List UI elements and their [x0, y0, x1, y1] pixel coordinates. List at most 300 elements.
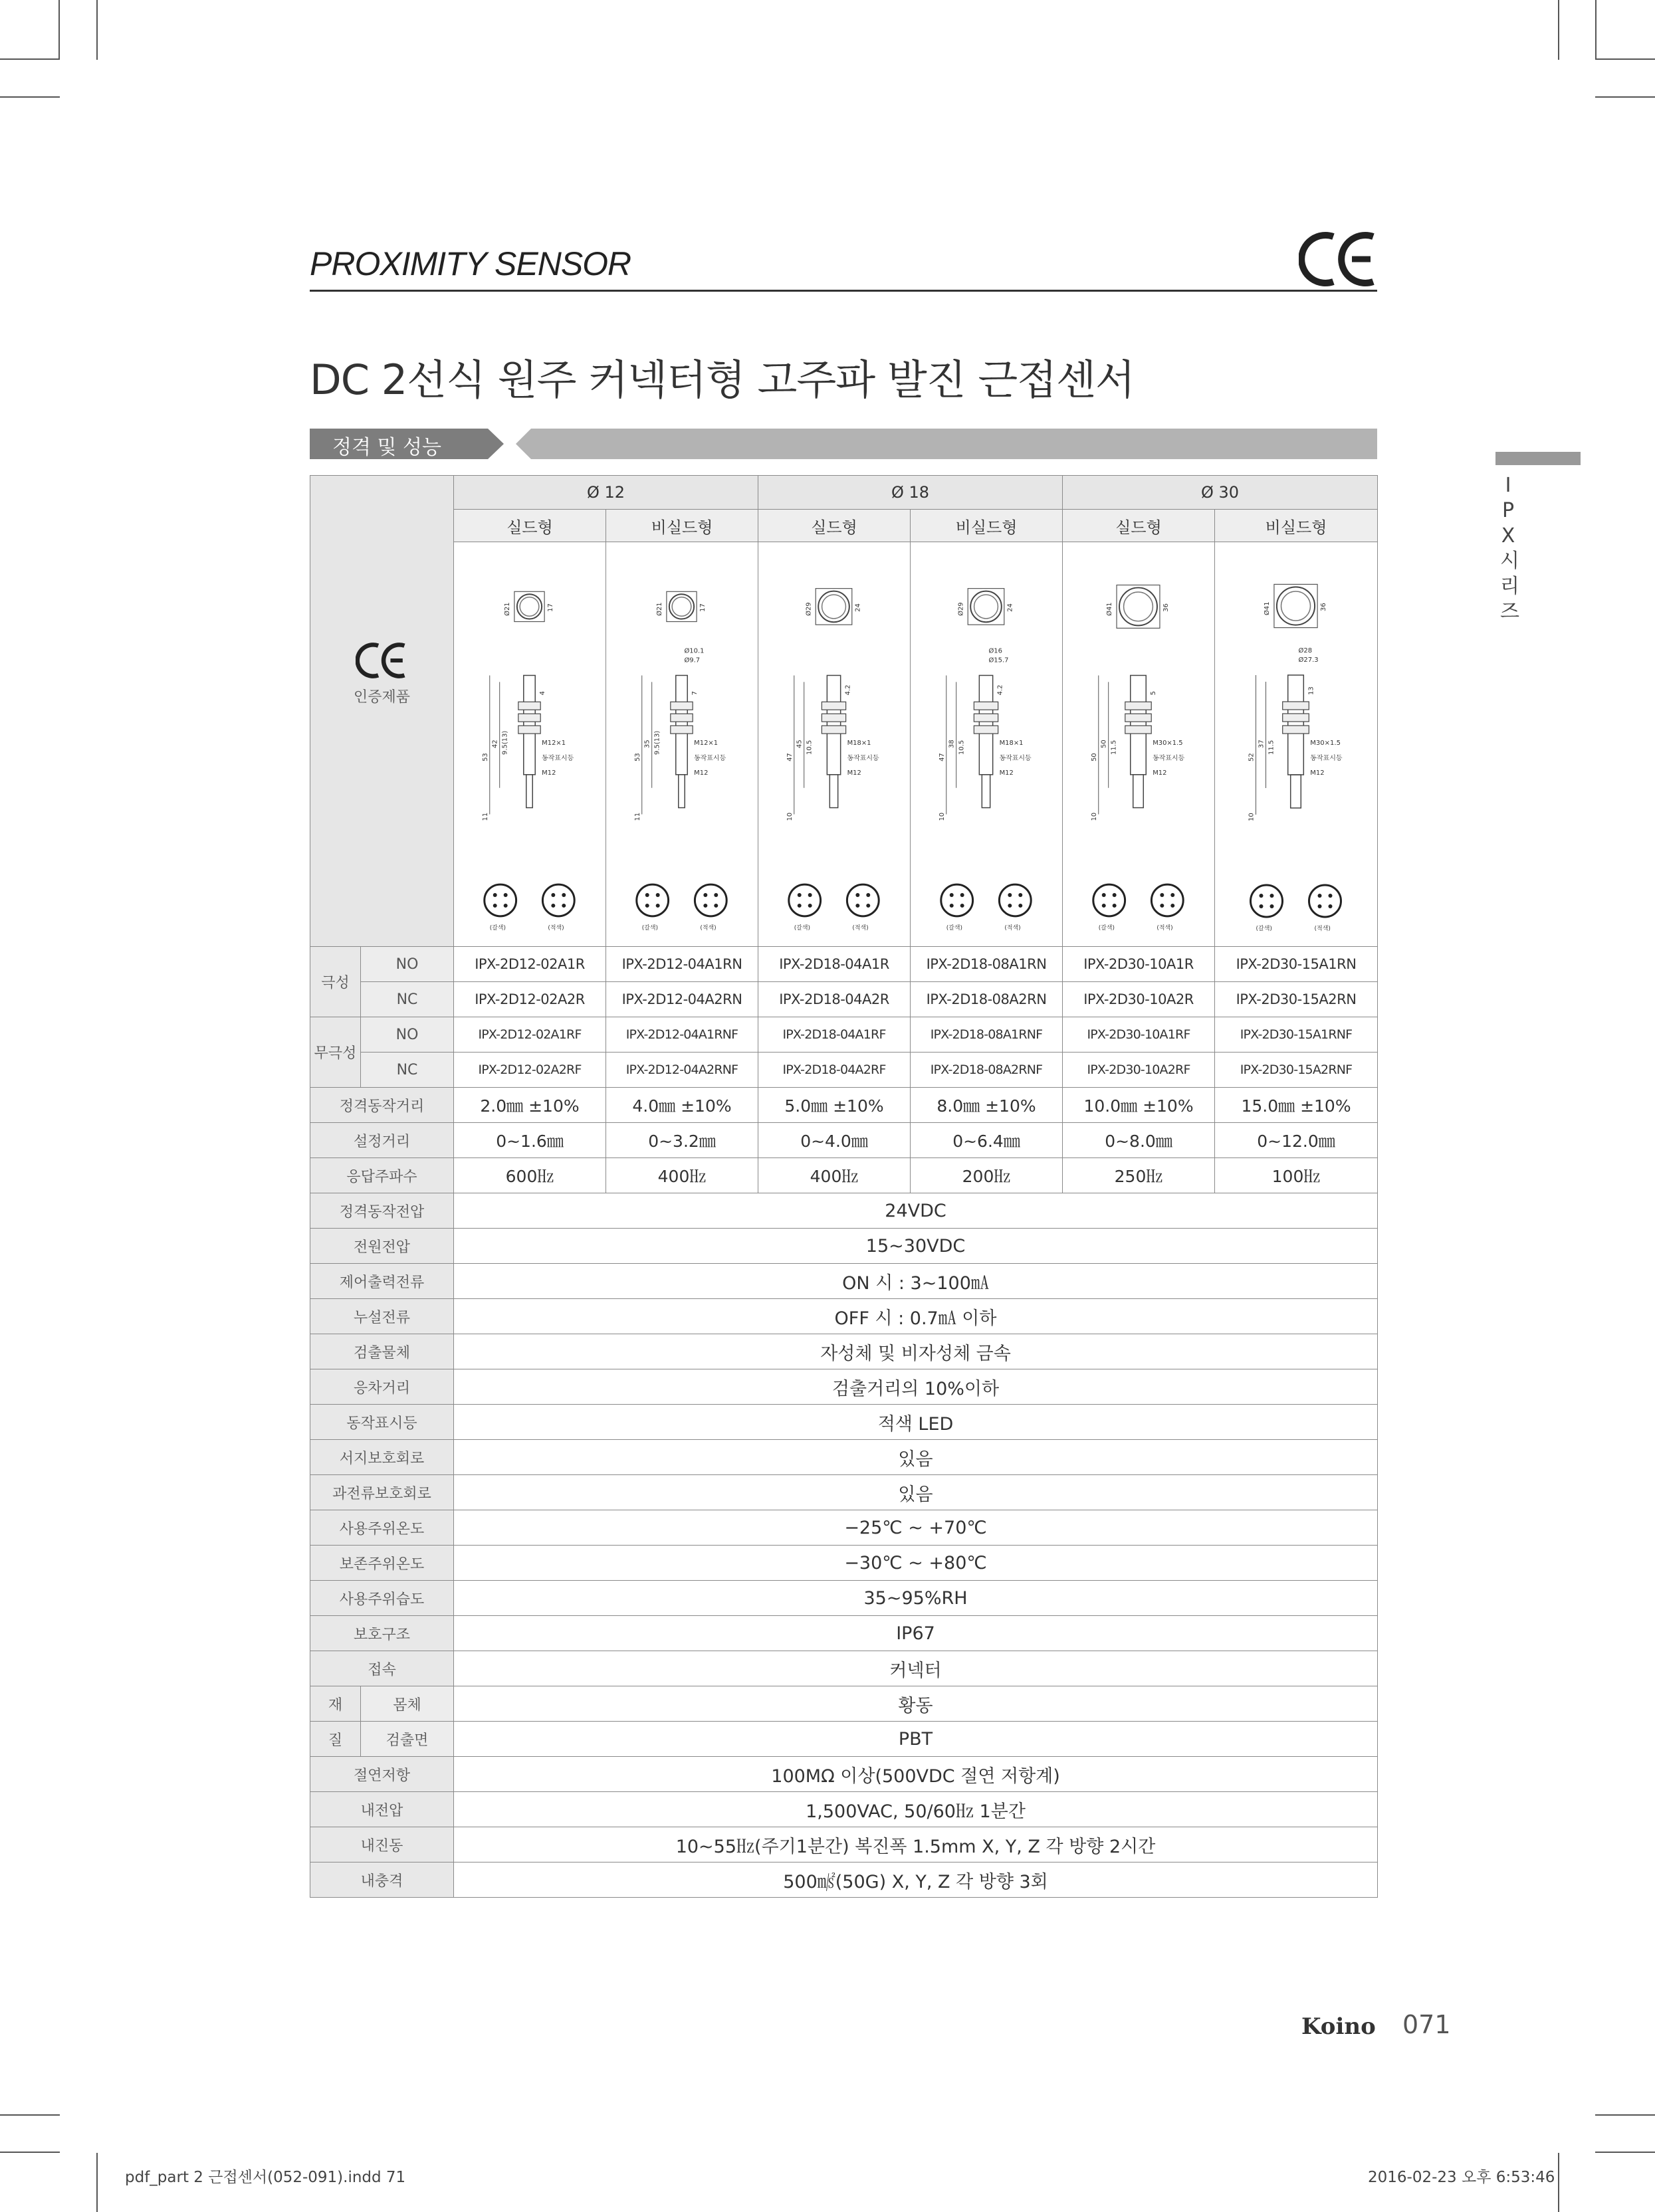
- pin-dot: [1008, 893, 1012, 897]
- sensor-nut: [822, 702, 845, 710]
- dimension-label: 동작표시등: [694, 754, 726, 762]
- dimension-label: 11: [481, 812, 489, 821]
- pin-label: (적색): [1157, 924, 1173, 932]
- spec-value: 0~1.6㎜: [454, 1123, 606, 1158]
- dimension-label: 10: [786, 812, 794, 821]
- spec-value: 0~4.0㎜: [758, 1123, 911, 1158]
- ce-mark-icon: [1299, 231, 1380, 287]
- dimension-label: M30×1.5: [1153, 739, 1183, 747]
- dimension-label: 36: [1162, 603, 1170, 612]
- pin-dot: [1170, 904, 1174, 908]
- material-label: 재: [310, 1686, 361, 1722]
- pin-dot: [1113, 904, 1117, 908]
- pin-dot: [866, 904, 870, 908]
- type-header: 비실드형: [606, 510, 758, 542]
- spec-label: 누설전류: [310, 1299, 454, 1334]
- dimension-label: 13: [1307, 686, 1315, 695]
- sensor-body: [827, 675, 840, 774]
- spec-value: 0~8.0㎜: [1063, 1123, 1215, 1158]
- footer-file-info: pdf_part 2 근접센서(052-091).indd 71: [125, 2169, 406, 2186]
- dimension-label: M12: [1310, 769, 1325, 777]
- crop-mark: [1558, 0, 1559, 60]
- pin-dot: [714, 904, 718, 908]
- nonpolarity-group-label: 무극성: [310, 1017, 361, 1088]
- dimension-label: 52: [1248, 753, 1256, 761]
- pin-dot: [798, 904, 802, 908]
- header-title: PROXIMITY SENSOR: [310, 245, 631, 282]
- sensor-nut: [822, 714, 845, 722]
- type-header: 실드형: [758, 510, 911, 542]
- spec-value: 4.0㎜ ±10%: [606, 1088, 758, 1123]
- dimension-label: Ø10.1: [684, 647, 705, 655]
- contact-type-nc: NC: [361, 982, 454, 1017]
- pin-label: (적색): [1314, 926, 1331, 932]
- dimension-label: 4.2: [996, 684, 1004, 696]
- pin-label: (갈색): [641, 924, 659, 932]
- spec-value: −30℃ ~ +80℃: [454, 1546, 1378, 1581]
- spec-label: 정격동작전압: [310, 1193, 454, 1229]
- connector-body: [679, 775, 685, 808]
- spec-value: 400㎐: [606, 1158, 758, 1193]
- top-view-circle: [1277, 587, 1315, 625]
- dimension-label: Ø27.3: [1298, 656, 1319, 664]
- top-view-outline: [968, 589, 1004, 625]
- sensor-body: [676, 675, 687, 774]
- dimension-label: 47: [938, 753, 946, 761]
- dimension-label: 45: [796, 740, 804, 748]
- contact-type-no: NO: [361, 1017, 454, 1053]
- dimension-label: 10.5: [806, 740, 814, 755]
- dimension-label: M12: [847, 769, 861, 777]
- dimension-label: 37: [1258, 740, 1266, 748]
- dimension-label: 17: [547, 603, 555, 612]
- model-number: IPX-2D12-02A2RF: [454, 1053, 606, 1088]
- pin-dot: [855, 893, 859, 897]
- dimension-label: Ø21: [655, 602, 663, 616]
- dimension-label: Ø16: [988, 647, 1002, 655]
- spec-label: 검출물체: [310, 1334, 454, 1369]
- spec-value: 커넥터: [454, 1651, 1378, 1686]
- dimension-label: 4: [539, 690, 547, 696]
- sensor-nut: [518, 726, 540, 734]
- crop-mark: [0, 58, 60, 60]
- dimension-label: 11: [633, 812, 641, 821]
- top-view-circle: [970, 591, 1002, 623]
- dimension-label: M12: [694, 769, 709, 777]
- dimension-label: 동작표시등: [847, 754, 879, 762]
- model-number: IPX-2D18-08A2RN: [911, 982, 1063, 1017]
- side-tab-label: IPX 시리즈: [1500, 474, 1519, 623]
- spec-value: 400㎐: [758, 1158, 911, 1193]
- material-label: 질: [310, 1722, 361, 1757]
- dimension-label: 9.5(13): [653, 730, 661, 755]
- dimension-label: M12×1: [694, 739, 718, 747]
- dimension-drawing: [1215, 542, 1377, 946]
- dimension-label: Ø15.7: [988, 656, 1009, 664]
- dimension-label: 5: [1150, 690, 1158, 696]
- pin-dot: [551, 904, 555, 908]
- dimension-label: 47: [786, 753, 794, 761]
- certification-label: 인증제품: [354, 689, 411, 706]
- model-number: IPX-2D18-04A1R: [758, 947, 911, 982]
- contact-type-no: NO: [361, 947, 454, 982]
- crop-mark: [0, 2114, 60, 2116]
- spec-label: 보존주위온도: [310, 1546, 454, 1581]
- pin-dot: [551, 893, 555, 897]
- spec-label: 정격동작거리: [310, 1088, 454, 1123]
- pin-dot: [504, 893, 508, 897]
- dimension-label: M12: [999, 769, 1014, 777]
- dimension-label: 10.5: [958, 740, 966, 755]
- spec-value: 0~12.0㎜: [1215, 1123, 1378, 1158]
- top-view-circle: [517, 594, 542, 619]
- dimension-label: 38: [948, 740, 956, 748]
- model-number: IPX-2D30-10A2R: [1063, 982, 1215, 1017]
- dimension-drawing-cell: [1063, 542, 1215, 947]
- dimension-label: Ø41: [1106, 602, 1114, 616]
- dimension-label: 4.2: [844, 684, 852, 696]
- dimension-label: M12×1: [542, 739, 566, 747]
- model-number: IPX-2D18-04A2RF: [758, 1053, 911, 1088]
- spec-value: 황동: [454, 1686, 1378, 1722]
- dimension-drawing-cell: [454, 542, 606, 947]
- dimension-drawing-cell: [1215, 542, 1378, 947]
- model-number: IPX-2D30-15A1RN: [1215, 947, 1378, 982]
- spec-value: 2.0㎜ ±10%: [454, 1088, 606, 1123]
- dimension-label: Ø41: [1263, 601, 1271, 615]
- spec-value: 있음: [454, 1440, 1378, 1475]
- pin-dot: [1329, 894, 1333, 898]
- spec-label: 내충격: [310, 1862, 454, 1898]
- pin-dot: [1008, 904, 1012, 908]
- spec-label: 접속: [310, 1651, 454, 1686]
- dimension-label: 동작표시등: [1310, 755, 1343, 762]
- spec-value: OFF 시 : 0.7㎃ 이하: [454, 1299, 1378, 1334]
- connector-body: [982, 775, 990, 808]
- polarity-group-label: 극성: [310, 947, 361, 1017]
- dimension-drawing-cell: [606, 542, 758, 947]
- side-tab-bar: [1495, 452, 1581, 465]
- pin-dot: [703, 893, 707, 897]
- pin-dot: [960, 893, 964, 897]
- model-number: IPX-2D18-08A2RNF: [911, 1053, 1063, 1088]
- model-number: IPX-2D18-04A2R: [758, 982, 911, 1017]
- crop-mark: [1595, 58, 1655, 60]
- spec-value: 있음: [454, 1475, 1378, 1510]
- model-number: IPX-2D12-04A1RNF: [606, 1017, 758, 1053]
- spec-value: ON 시 : 3~100㎃: [454, 1264, 1378, 1299]
- dimension-label: M18×1: [847, 739, 871, 747]
- model-number: IPX-2D18-04A1RF: [758, 1017, 911, 1053]
- pin-dot: [656, 893, 660, 897]
- size-header: Ø 30: [1063, 476, 1378, 510]
- dimension-label: 11.5: [1268, 740, 1275, 755]
- pin-dot: [866, 893, 870, 897]
- pin-dot: [562, 904, 566, 908]
- model-number: IPX-2D30-15A2RN: [1215, 982, 1378, 1017]
- connector-body: [1133, 775, 1144, 808]
- spec-label: 내전압: [310, 1792, 454, 1827]
- main-title: DC 2선식 원주 커넥터형 고주파 발진 근접센서: [310, 355, 1135, 404]
- spec-value: IP67: [454, 1616, 1378, 1651]
- dimension-label: Ø9.7: [684, 656, 701, 664]
- top-view-circle: [669, 594, 694, 619]
- spec-label: 동작표시등: [310, 1405, 454, 1440]
- pin-dot: [950, 904, 954, 908]
- pin-dot: [1318, 894, 1322, 898]
- spec-value: 자성체 및 비자성체 금속: [454, 1334, 1378, 1369]
- spec-value: 200㎐: [911, 1158, 1063, 1193]
- sensor-nut: [671, 702, 693, 710]
- connector-pin-icon: [485, 884, 516, 916]
- spec-value: 적색 LED: [454, 1405, 1378, 1440]
- pin-dot: [855, 904, 859, 908]
- pin-dot: [1018, 904, 1022, 908]
- dimension-label: 17: [699, 603, 707, 612]
- pin-dot: [1102, 904, 1106, 908]
- crop-mark: [1595, 2152, 1655, 2153]
- dimension-label: M12: [1153, 769, 1167, 777]
- dimension-drawing-cell: [758, 542, 911, 947]
- spec-value: 0~6.4㎜: [911, 1123, 1063, 1158]
- pin-dot: [504, 904, 508, 908]
- crop-mark: [96, 2153, 98, 2212]
- spec-value: 10~55㎐(주기1분간) 복진폭 1.5mm X, Y, Z 각 방향 2시간: [454, 1827, 1378, 1862]
- dimension-label: 36: [1320, 603, 1328, 611]
- sensor-nut: [1125, 726, 1151, 734]
- spec-label: 서지보호회로: [310, 1440, 454, 1475]
- dimension-label: 50: [1100, 740, 1108, 748]
- top-view-circle: [672, 597, 691, 617]
- connector-pin-icon: [1093, 884, 1125, 916]
- pin-label: (적색): [548, 924, 564, 932]
- pin-dot: [950, 893, 954, 897]
- page-number: 071: [1402, 2010, 1451, 2039]
- sensor-nut: [1283, 702, 1309, 710]
- connector-body: [526, 775, 532, 808]
- pin-label: (적색): [700, 924, 717, 932]
- pin-dot: [656, 904, 660, 908]
- sensor-nut: [1125, 714, 1151, 722]
- top-view-circle: [520, 597, 539, 617]
- spec-label: 내진동: [310, 1827, 454, 1862]
- dimension-label: 10: [1090, 812, 1098, 821]
- pin-label: (갈색): [1098, 924, 1115, 932]
- top-view-outline: [816, 589, 852, 625]
- pin-dot: [1160, 904, 1164, 908]
- spec-label: 보호구조: [310, 1616, 454, 1651]
- dimension-label: Ø29: [805, 602, 813, 616]
- dimension-label: 42: [491, 740, 499, 748]
- pin-dot: [645, 904, 649, 908]
- model-number: IPX-2D12-02A1RF: [454, 1017, 606, 1053]
- model-number: IPX-2D12-04A1RN: [606, 947, 758, 982]
- pin-dot: [1260, 894, 1264, 898]
- top-view-circle: [1124, 592, 1153, 621]
- dimension-label: Ø28: [1298, 647, 1313, 654]
- spec-value: PBT: [454, 1722, 1378, 1757]
- spec-label: 과전류보호회로: [310, 1475, 454, 1510]
- dimension-label: M30×1.5: [1310, 740, 1341, 747]
- model-number: IPX-2D12-04A2RN: [606, 982, 758, 1017]
- ce-mark-icon: [356, 642, 409, 679]
- pin-dot: [1102, 893, 1106, 897]
- pin-dot: [703, 904, 707, 908]
- certification-cell: [310, 476, 454, 947]
- dimension-label: 50: [1090, 753, 1098, 761]
- top-view-circle: [1119, 587, 1157, 625]
- pin-dot: [1113, 893, 1117, 897]
- crop-mark: [58, 0, 60, 60]
- dimension-label: 동작표시등: [1153, 754, 1185, 762]
- pin-dot: [1018, 893, 1022, 897]
- crop-mark: [1558, 2153, 1559, 2212]
- spec-value: 500㎨(50G) X, Y, Z 각 방향 3회: [454, 1862, 1378, 1898]
- model-number: IPX-2D18-08A1RN: [911, 947, 1063, 982]
- dimension-label: 35: [643, 740, 651, 748]
- model-number: IPX-2D12-02A1R: [454, 947, 606, 982]
- pin-dot: [1270, 904, 1274, 908]
- connector-pin-icon: [847, 884, 879, 916]
- sensor-nut: [671, 726, 693, 734]
- type-header: 실드형: [1063, 510, 1215, 542]
- pin-label: (갈색): [946, 924, 963, 932]
- dimension-label: M18×1: [999, 739, 1024, 747]
- section-label: 정격 및 성능: [332, 436, 441, 459]
- contact-type-nc: NC: [361, 1053, 454, 1088]
- spec-label: 절연저항: [310, 1757, 454, 1792]
- dimension-label: 동작표시등: [542, 754, 574, 762]
- pin-dot: [798, 893, 802, 897]
- dimension-label: 53: [633, 753, 641, 761]
- spec-label: 제어출력전류: [310, 1264, 454, 1299]
- connector-pin-icon: [1151, 884, 1183, 916]
- top-view-outline: [1117, 585, 1160, 628]
- sensor-nut: [518, 702, 540, 710]
- pin-label: (적색): [852, 924, 869, 932]
- sensor-nut: [1283, 714, 1309, 722]
- type-header: 비실드형: [911, 510, 1063, 542]
- connector-body: [829, 775, 837, 808]
- spec-value: 0~3.2㎜: [606, 1123, 758, 1158]
- pin-dot: [1170, 893, 1174, 897]
- pin-dot: [1318, 904, 1322, 908]
- connector-pin-icon: [941, 884, 973, 916]
- spec-label: 전원전압: [310, 1229, 454, 1264]
- pin-dot: [960, 904, 964, 908]
- dimension-drawing-cell: [911, 542, 1063, 947]
- top-view-circle: [1281, 591, 1311, 621]
- top-view-circle: [974, 595, 998, 619]
- crop-mark: [1595, 0, 1597, 60]
- sensor-nut: [974, 726, 998, 734]
- model-number: IPX-2D30-10A1RF: [1063, 1017, 1215, 1053]
- dimension-label: 10: [938, 812, 946, 821]
- sensor-body: [1131, 675, 1146, 774]
- pin-dot: [808, 893, 812, 897]
- pin-dot: [493, 904, 497, 908]
- pin-dot: [1260, 904, 1264, 908]
- model-number: IPX-2D12-04A2RNF: [606, 1053, 758, 1088]
- spec-label: 응차거리: [310, 1369, 454, 1405]
- spec-value: 100㎐: [1215, 1158, 1378, 1193]
- sensor-body: [524, 675, 535, 774]
- size-header: Ø 12: [454, 476, 758, 510]
- top-view-outline: [514, 591, 544, 621]
- spec-value: 10.0㎜ ±10%: [1063, 1088, 1215, 1123]
- pin-dot: [714, 893, 718, 897]
- header-rule: [310, 290, 1377, 292]
- dimension-drawing: [911, 542, 1062, 946]
- dimension-label: 53: [481, 753, 489, 761]
- dimension-label: 7: [691, 690, 699, 696]
- model-number: IPX-2D30-10A2RF: [1063, 1053, 1215, 1088]
- spec-label: 응답주파수: [310, 1158, 454, 1193]
- model-number: IPX-2D12-02A2R: [454, 982, 606, 1017]
- pin-dot: [1270, 894, 1274, 898]
- material-body-label: 몸체: [361, 1686, 454, 1722]
- pin-dot: [562, 893, 566, 897]
- model-number: IPX-2D30-15A1RNF: [1215, 1017, 1378, 1053]
- type-header: 실드형: [454, 510, 606, 542]
- spec-value: 250㎐: [1063, 1158, 1215, 1193]
- dimension-drawing: [454, 542, 606, 946]
- spec-value: 100MΩ 이상(500VDC 절연 저항계): [454, 1757, 1378, 1792]
- pin-label: (갈색): [1256, 926, 1272, 932]
- pin-dot: [1160, 893, 1164, 897]
- crop-mark: [96, 0, 98, 60]
- crop-mark: [0, 96, 60, 98]
- spec-value: 35~95%RH: [454, 1581, 1378, 1616]
- dimension-label: 9.5(13): [501, 730, 509, 755]
- dimension-drawing: [1063, 542, 1214, 946]
- sensor-body: [1288, 675, 1304, 775]
- spec-value: 15.0㎜ ±10%: [1215, 1088, 1378, 1123]
- spec-label: 사용주위습도: [310, 1581, 454, 1616]
- section-bar: [310, 429, 1377, 459]
- dimension-label: Ø29: [957, 602, 965, 616]
- connector-pin-icon: [999, 884, 1031, 916]
- connector-body: [1291, 775, 1301, 808]
- dimension-label: Ø21: [503, 602, 511, 616]
- model-number: IPX-2D18-08A1RNF: [911, 1017, 1063, 1053]
- connector-pin-icon: [637, 884, 669, 916]
- connector-pin-icon: [789, 884, 821, 916]
- sensor-body: [979, 675, 992, 774]
- spec-label: 설정거리: [310, 1123, 454, 1158]
- model-number: IPX-2D30-15A2RNF: [1215, 1053, 1378, 1088]
- footer-timestamp: 2016-02-23 오후 6:53:46: [1368, 2169, 1555, 2186]
- pin-dot: [645, 893, 649, 897]
- sensor-nut: [518, 714, 540, 722]
- crop-mark: [1595, 96, 1655, 98]
- connector-pin-icon: [542, 884, 574, 916]
- spec-value: 1,500VAC, 50/60㎐ 1분간: [454, 1792, 1378, 1827]
- sensor-nut: [671, 714, 693, 722]
- crop-mark: [1595, 2114, 1655, 2116]
- sensor-nut: [822, 726, 845, 734]
- spec-value: 15~30VDC: [454, 1229, 1378, 1264]
- spec-value: 600㎐: [454, 1158, 606, 1193]
- spec-value: −25℃ ~ +70℃: [454, 1510, 1378, 1546]
- dimension-label: 24: [1006, 603, 1014, 612]
- material-face-label: 검출면: [361, 1722, 454, 1757]
- dimension-drawing: [758, 542, 910, 946]
- dimension-label: M12: [542, 769, 556, 777]
- spec-label: 사용주위온도: [310, 1510, 454, 1546]
- sensor-nut: [1125, 702, 1151, 710]
- dimension-label: 10: [1248, 813, 1256, 821]
